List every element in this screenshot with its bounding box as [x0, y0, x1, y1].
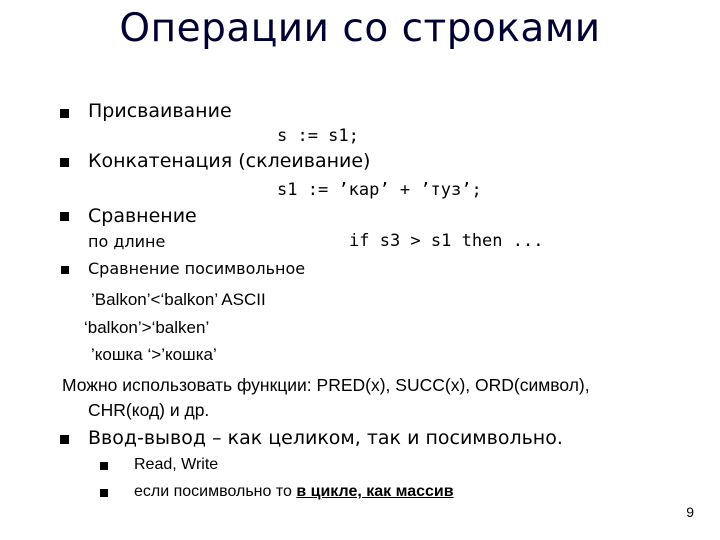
compare-sub: по длине [88, 232, 166, 251]
sub-item-loop-underlined: в цикле, как массив [296, 483, 454, 500]
example-3: ’кошка ‘>’кошка’ [91, 345, 217, 364]
bullet-icon [100, 489, 108, 497]
sub-item-read-write: Read, Write [134, 456, 219, 473]
io-label: Ввод-вывод – как целиком, так и посимвольно. [88, 427, 563, 449]
assign-code: s := s1; [277, 126, 359, 146]
compare-code: if s3 > s1 then ... [349, 231, 544, 251]
example-2: ‘balkon’>‘balken’ [84, 318, 210, 337]
functions-line-2: CHR(код) и др. [88, 400, 210, 420]
bullet-icon [60, 158, 69, 167]
sub-item-loop-prefix: если посимвольно то [134, 483, 297, 500]
char-compare-label: Сравнение посимвольное [88, 259, 306, 278]
bullet-icon [60, 212, 69, 221]
assign-label: Присваивание [88, 100, 232, 122]
sub-item-loop [134, 483, 454, 501]
concat-label: Конкатенация (склеивание) [88, 150, 371, 172]
example-1: ’Balkon’<‘balkon’ ASCII [91, 290, 266, 309]
bullet-icon [100, 462, 108, 470]
bullet-icon [61, 266, 69, 274]
page-number: 9 [686, 504, 694, 520]
compare-label: Сравнение [88, 205, 197, 227]
concat-code: s1 := ’кар’ + ’туз’; [277, 180, 482, 200]
functions-line-1: Можно использовать функции: PRED(x), SUCC(x), ORD(символ), [62, 375, 590, 395]
slide-title: Операции со строками [119, 6, 601, 51]
bullet-icon [60, 435, 69, 444]
bullet-icon [60, 109, 69, 118]
